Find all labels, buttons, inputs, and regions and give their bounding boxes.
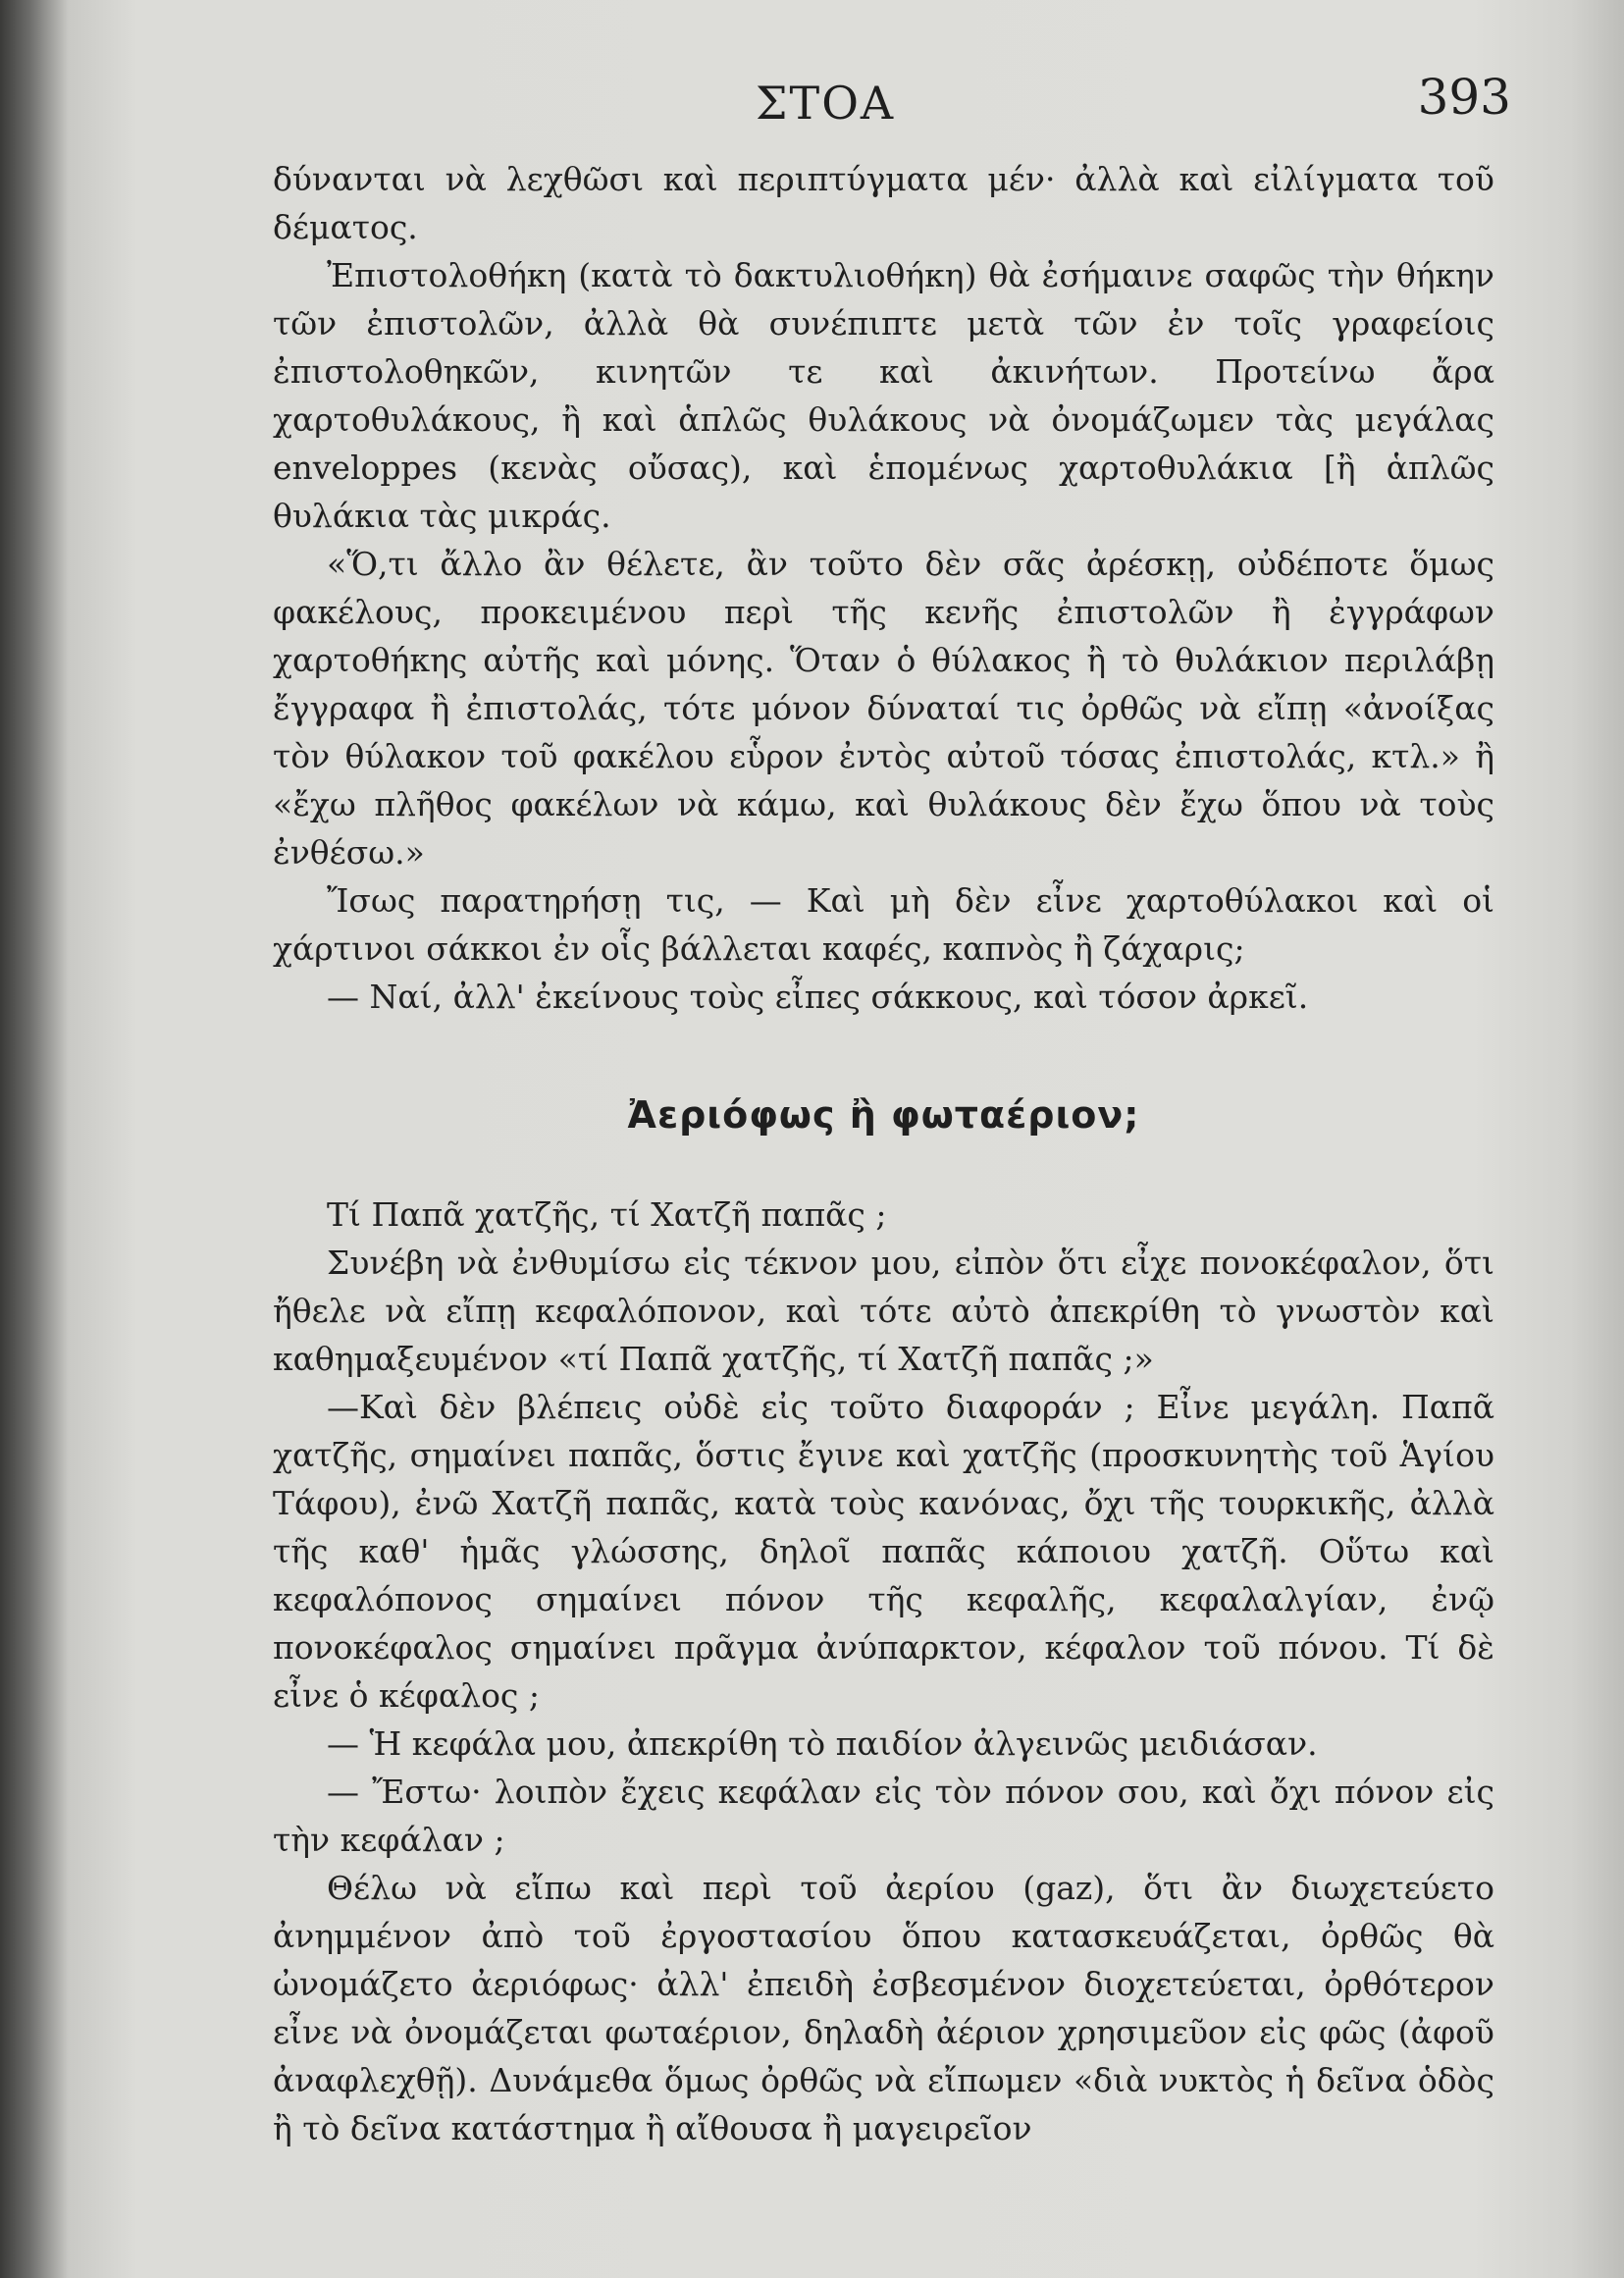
paragraph: Τί Παπᾶ χατζῆς, τί Χατζῆ παπᾶς ; — [327, 1195, 887, 1234]
running-head-title: ΣΤΟΑ — [756, 77, 896, 130]
paragraph: «Ὅ,τι ἄλλο ἂν θέλετε, ἂν τοῦτο δὲν σᾶς ἀρέσκῃ, οὐδέποτε ὅμως φακέλους, προκειμένου περὶ τῆς κενῆς ἐπιστολῶν ἢ ἐγγράφων χαρτοθήκης αὐτῆς καὶ μόνης. Ὅταν ὁ θύλακος ἢ τὸ θυλάκιον περιλάβῃ ἔγγραφα ἢ ἐπιστολάς, τότε μόνον δύναταί τις ὀρθῶς νὰ εἴπῃ «ἀνοίξας τὸν θύλακον τοῦ φακέλου εὗρον ἐντὸς αὐτοῦ τόσας ἐπιστολάς, κτλ.» ἢ «ἔχω πλῆθος φακέλων νὰ κάμω, καὶ θυλάκους δὲν ἔχω ὅπου νὰ τοὺς ἐνθέσω.» — [273, 545, 1494, 872]
running-head — [245, 69, 1511, 145]
paragraph: Συνέβη νὰ ἐνθυμίσω εἰς τέκνον μου, εἰπὸν ὅτι εἶχε πονοκέφαλον, ὅτι ἤθελε νὰ εἴπῃ κεφαλόπονον, καὶ τότε αὐτὸ ἀπεκρίθη τὸ γνωστὸν καὶ καθημαξευμένον «τί Παπᾶ χατζῆς, τί Χατζῆ παπᾶς ;» — [273, 1244, 1494, 1378]
section-heading: Ἀεριόφως ἢ φωταέριον; — [627, 1093, 1140, 1137]
paragraph: —Καὶ δὲν βλέπεις οὐδὲ εἰς τοῦτο διαφοράν ; Εἶνε μεγάλη. Παπᾶ χατζῆς, σημαίνει παπᾶς, ὅστις ἔγινε καὶ χατζῆς (προσκυνητὴς τοῦ Ἁγίου Τάφου), ἐνῶ Χατζῆ παπᾶς, κατὰ τοὺς κανόνας, ὄχι τῆς τουρκικῆς, ἀλλὰ τῆς καθ' ἡμᾶς γλώσσης, δηλοῖ παπᾶς κάποιου χατζῆ. Οὕτω καὶ κεφαλόπονος σημαίνει πόνον τῆς κεφαλῆς, κεφαλαλγίαν, ἐνῷ πονοκέφαλος σημαίνει πρᾶγμα ἀνύπαρκτον, κέφαλον τοῦ πόνου. Τί δὲ εἶνε ὁ κέφαλος ; — [273, 1388, 1494, 1715]
paragraph: Ἴσως παρατηρήσῃ τις, — Καὶ μὴ δὲν εἶνε χαρτοθύλακοι καὶ οἱ χάρτινοι σάκκοι ἐν οἷς βάλλεται καφές, καπνὸς ἢ ζάχαρις; — [273, 881, 1494, 968]
paragraph: Θέλω νὰ εἴπω καὶ περὶ τοῦ ἀερίου (gaz), ὅτι ἂν διωχετεύετο ἀνημμένον ἀπὸ τοῦ ἐργοστασίου ὅπου κατασκευάζεται, ὀρθῶς θὰ ὠνομάζετο ἀεριόφως· ἀλλ' ἐπειδὴ ἐσβεσμένον διοχετεύεται, ὀρθότερον εἶνε νὰ ὀνομάζεται φωταέριον, δηλαδὴ ἀέριον χρησιμεῦον εἰς φῶς (ἀφοῦ ἀναφλεχθῇ). Δυνάμεθα ὅμως ὀρθῶς νὰ εἴπωμεν «διὰ νυκτὸς ἡ δεῖνα ὁδὸς ἢ τὸ δεῖνα κατάστημα ἢ αἴθουσα ἢ μαγειρεῖον — [273, 1869, 1494, 2147]
paragraph: δύνανται νὰ λεχθῶσι καὶ περιπτύγματα μέν· ἀλλὰ καὶ εἰλίγματα τοῦ δέματος. — [273, 160, 1494, 246]
page-number: 393 — [1417, 69, 1511, 126]
body-text — [273, 155, 1494, 2152]
paragraph: — Ἔστω· λοιπὸν ἔχεις κεφάλαν εἰς τὸν πόνον σου, καὶ ὄχι πόνον εἰς τὴν κεφάλαν ; — [273, 1773, 1494, 1859]
paragraph: Ἐπιστολοθήκη (κατὰ τὸ δακτυλιοθήκη) θὰ ἐσήμαινε σαφῶς τὴν θήκην τῶν ἐπιστολῶν, ἀλλὰ θὰ συνέπιπτε μετὰ τῶν ἐν τοῖς γραφείοις ἐπιστολοθηκῶν, κινητῶν τε καὶ ἀκινήτων. Προτείνω ἄρα χαρτοθυλάκους, ἢ καὶ ἁπλῶς θυλάκους νὰ ὀνομάζωμεν τὰς μεγάλας enveloppes (κενὰς οὔσας), καὶ ἑπομένως χαρτοθυλάκια [ἢ ἁπλῶς θυλάκια τὰς μικράς. — [273, 256, 1494, 535]
paragraph: — Ναί, ἀλλ' ἐκείνους τοὺς εἶπες σάκκους, καὶ τόσον ἀρκεῖ. — [327, 978, 1309, 1016]
paragraph: — Ἡ κεφάλα μου, ἀπεκρίθη τὸ παιδίον ἀλγεινῶς μειδιάσαν. — [327, 1724, 1318, 1763]
book-page — [245, 39, 1511, 2257]
